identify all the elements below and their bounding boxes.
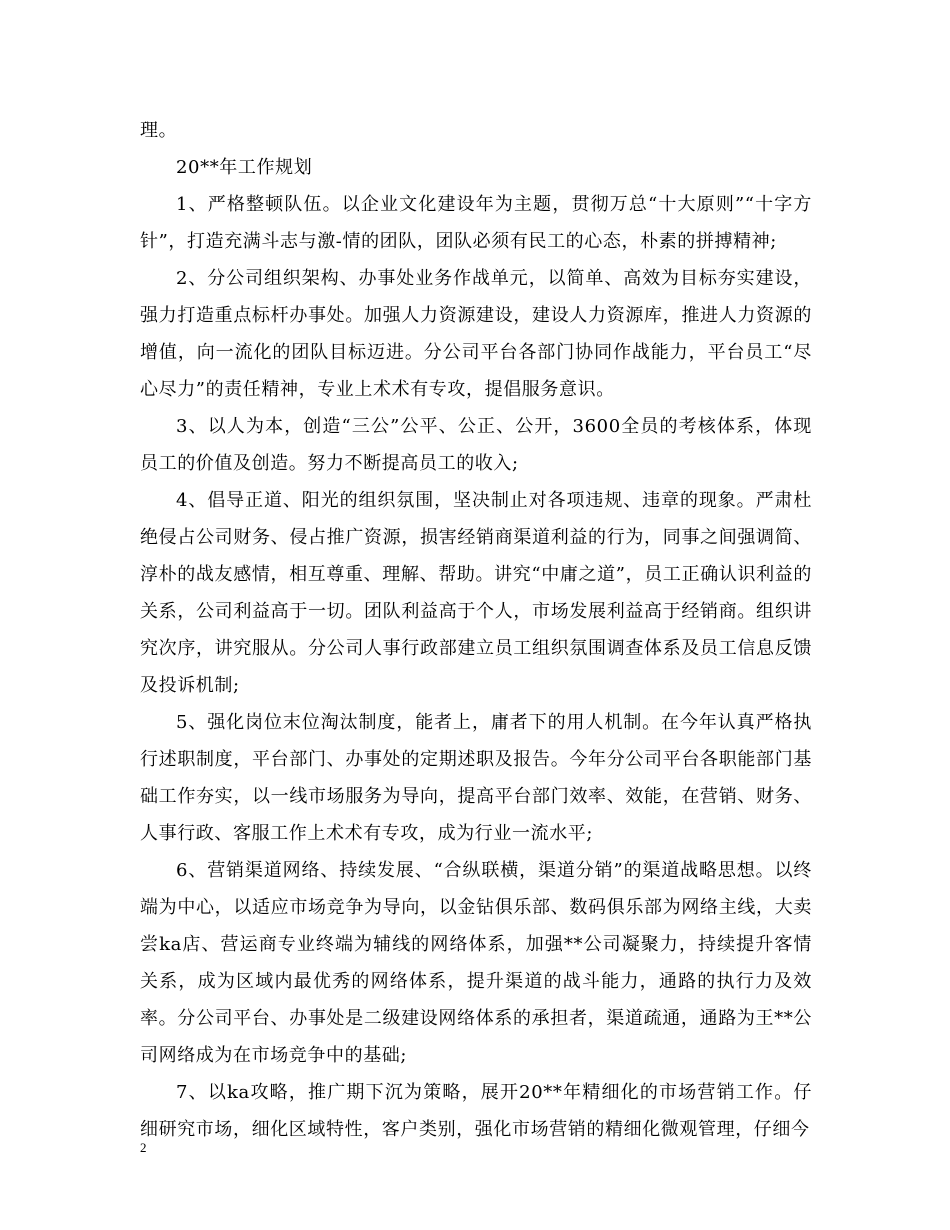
paragraph-item-5: 5、强化岗位末位淘汰制度，能者上，庸者下的用人机制。在今年认真严格执行述职制度，平台部门、办事处的定期述职及报告。今年分公司平台各职能部门基础工作夯实，以一线市场服务为导向，提高平台部门效率、效能，在营销、财务、人事行政、客服工作上术术有专攻，成为行业一流水平; — [140, 712, 812, 844]
paragraph-item-3: 3、以人为本，创造“三公”公平、公正、公开，3600全员的考核体系，体现员工的价值及创造。努力不断提高员工的收入; — [140, 416, 812, 474]
section-heading: 20**年工作规划 — [176, 157, 313, 178]
paragraph-continuation: 理。 — [140, 120, 178, 141]
page-number: 2 — [140, 1140, 147, 1155]
paragraph-item-4: 4、倡导正道、阳光的组织氛围，坚决制止对各项违规、违章的现象。严肃杜绝侵占公司财务、侵占推广资源，损害经销商渠道利益的行为，同事之间强调简、淳朴的战友感情，相互尊重、理解、帮助。讲究“中庸之道”，员工正确认识利益的关系，公司利益高于一切。团队利益高于个人，市场发展利益高于经销商。组织讲究次序，讲究服从。分公司人事行政部建立员工组织氛围调查体系及员工信息反馈及投诉机制; — [140, 490, 812, 696]
paragraph-item-7: 7、以ka攻略，推广期下沉为策略，展开20**年精细化的市场营销工作。仔细研究市场，细化区域特性，客户类别，强化市场营销的精细化微观管理，仔细今 — [140, 1082, 812, 1140]
paragraph-item-6: 6、营销渠道网络、持续发展、“合纵联横，渠道分销”的渠道战略思想。以终端为中心，以适应市场竞争为导向，以金钻俱乐部、数码俱乐部为网络主线，大卖尝ka店、营运商专业终端为辅线的网络体系，加强**公司凝聚力，持续提升客情关系，成为区域内最优秀的网络体系，提升渠道的战斗能力，通路的执行力及效率。分公司平台、办事处是二级建设网络体系的承担者，渠道疏通，通路为王**公司网络成为在市场竞争中的基础; — [140, 860, 812, 1066]
paragraph-item-2: 2、分公司组织架构、办事处业务作战单元，以简单、高效为目标夯实建设，强力打造重点标杆办事处。加强人力资源建设，建设人力资源库，推进人力资源的增值，向一流化的团队目标迈进。分公司平台各部门协同作战能力，平台员工“尽心尽力”的责任精神，专业上术术有专攻，提倡服务意识。 — [140, 268, 812, 400]
document-body — [140, 112, 812, 1148]
paragraph-item-1: 1、严格整顿队伍。以企业文化建设年为主题，贯彻万总“十大原则”“十字方针”，打造充满斗志与激-情的团队，团队必须有民工的心态，朴素的拼搏精神; — [140, 194, 812, 252]
